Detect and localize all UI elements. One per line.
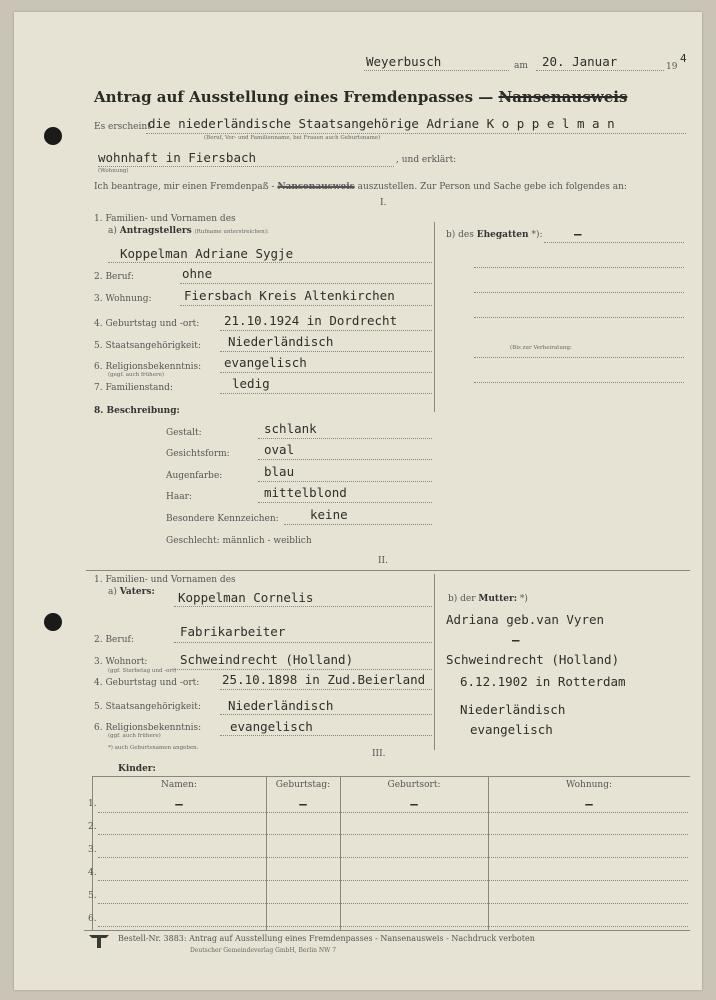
declaration-struck: Nansenausweis (277, 182, 355, 192)
s2-item1a-prefix: a) (108, 587, 117, 597)
s1-item1a (108, 226, 269, 236)
geschlecht-label: Geschlecht: männlich - weiblich (166, 536, 312, 546)
kinder-row-line-6 (98, 926, 688, 927)
declaration-line (94, 182, 627, 192)
kinder-header-namen: Namen: (161, 780, 197, 790)
s1-geburt-label: 4. Geburtstag und -ort: (94, 319, 200, 329)
kinder-row-5: 5. (88, 891, 97, 901)
father-religion-line (220, 735, 432, 736)
spouse-line-6 (474, 382, 684, 383)
father-wohnort-line (174, 669, 432, 670)
spouse-value: — (574, 226, 582, 241)
s1-item1-label: 1. Familien- und Vornamen des (94, 214, 236, 224)
mother-staat-value: Niederländisch (460, 702, 566, 717)
wohnhaft-line (98, 166, 394, 167)
footer-publisher: Deutscher Gemeindeverlag GmbH, Berlin NW 7 (190, 947, 337, 954)
s1-wohnung-value: Fiersbach Kreis Altenkirchen (184, 288, 395, 303)
section-ii-numeral: II. (378, 556, 388, 566)
s1-religion-line (220, 372, 432, 373)
s1-geburt-value: 21.10.1924 in Dordrecht (224, 313, 398, 328)
am-label: am (514, 61, 528, 71)
declaration-start: Ich beantrage, mir einen Fremdenpaß - (94, 182, 275, 192)
augen-value: blau (264, 464, 295, 479)
kinder-row-line-2 (98, 834, 688, 835)
spouse-line (544, 242, 684, 243)
s2-top-rule (86, 570, 690, 571)
father-beruf-value: Fabrikarbeiter (180, 624, 286, 639)
father-name-value: Koppelman Cornelis (178, 590, 314, 605)
applicant-name-line (108, 262, 432, 263)
s2-item1a-bold: Vaters: (119, 587, 155, 597)
title-main: Antrag auf Ausstellung eines Fremdenpasses — (94, 88, 494, 106)
s2-item1a (108, 587, 155, 597)
haar-label: Haar: (166, 492, 192, 502)
s1-item1b-prefix: b) des (446, 230, 474, 240)
s2-geburt-label: 4. Geburtstag und -ort: (94, 678, 200, 688)
kinder-table-top (92, 776, 690, 777)
s1-beruf-line (180, 283, 432, 284)
applicant-line (146, 133, 686, 134)
father-religion-value: evangelisch (230, 719, 313, 734)
s1-item1a-bold: Antragstellers (119, 226, 192, 236)
document-page (14, 12, 702, 990)
kinder-dash-geburtsort: — (410, 796, 418, 811)
s2-religion-caption: (ggf. auch frühere) (108, 733, 161, 739)
augen-label: Augenfarbe: (166, 471, 223, 481)
kinder-row-1: 1. (88, 799, 97, 809)
s1-familie-line (220, 393, 432, 394)
year-prefix: 19 (666, 62, 678, 72)
mother-dash: — (512, 632, 520, 647)
year-suffix: 4 (680, 52, 687, 65)
s2-staat-label: 5. Staatsangehörigkeit: (94, 702, 201, 712)
s2-beruf-label: 2. Beruf: (94, 635, 134, 645)
s1-geburt-line (220, 330, 432, 331)
spouse-line-2 (474, 267, 684, 268)
wohnung-caption: (Wohnung) (98, 168, 129, 174)
mother-religion-value: evangelisch (470, 722, 553, 737)
s2-item1b-bold: Mutter: (478, 594, 518, 604)
s2-item1-label: 1. Familien- und Vornamen des (94, 575, 236, 585)
s1-item1b-bold: Ehegatten (476, 230, 529, 240)
publisher-logo-icon (88, 932, 110, 950)
haar-line (258, 502, 432, 503)
s1-divider (434, 222, 435, 412)
date-value: 20. Januar (542, 54, 618, 69)
s1-item1a-caption: (Rufname unterstreichen): (194, 229, 269, 235)
s1-religion-label: 6. Religionsbekenntnis: (94, 362, 202, 372)
kinder-row-line-3 (98, 857, 688, 858)
kinder-row-line-5 (98, 903, 688, 904)
kinder-label: Kinder: (118, 764, 156, 774)
kennzeichen-label: Besondere Kennzeichen: (166, 514, 279, 524)
s1-religion-value: evangelisch (224, 355, 307, 370)
s2-item1b-suffix: *) (519, 594, 528, 604)
s2-wohnort-caption: (ggf. Sterbetag und -ort) (108, 668, 177, 674)
gestalt-label: Gestalt: (166, 428, 202, 438)
s1-item1a-prefix: a) (108, 226, 117, 236)
kinder-header-geburtstag: Geburtstag: (275, 780, 331, 790)
s1-beschreibung-label: 8. Beschreibung: (94, 406, 180, 416)
und-erklaert: , und erklärt: (396, 155, 457, 165)
footer-order-line: Bestell-Nr. 3883: Antrag auf Ausstellung eines Fremdenpasses - Nansenausweis - Nachdruck verboten (118, 934, 535, 943)
s1-staat-line (220, 351, 432, 352)
s1-staat-label: 5. Staatsangehörigkeit: (94, 341, 201, 351)
place-value: Weyerbusch (366, 54, 442, 69)
s1-item1b (446, 230, 542, 240)
section-i-numeral: I. (380, 198, 387, 208)
gesicht-line (258, 459, 432, 460)
kinder-header-wohnung: Wohnung: (565, 780, 613, 790)
wohnhaft-value: wohnhaft in Fiersbach (98, 150, 257, 165)
gestalt-value: schlank (264, 421, 317, 436)
kinder-header-geburtsort: Geburtsort: (387, 780, 441, 790)
spouse-line-4 (474, 317, 684, 318)
kinder-dash-wohnung: — (585, 796, 593, 811)
footer-rule (84, 930, 690, 931)
section-iii-numeral: III. (372, 749, 386, 759)
punch-hole-bottom (44, 613, 62, 631)
kinder-row-2: 2. (88, 822, 97, 832)
applicant-statement: die niederländische Staatsangehörige Adriane K o p p e l m a n (148, 116, 615, 131)
punch-hole-top (44, 127, 62, 145)
bis-zur-caption: (Bis zur Verheiratung: (510, 345, 572, 351)
spouse-line-3 (474, 292, 684, 293)
mother-geburt-value: 6.12.1902 in Rotterdam (460, 674, 626, 689)
father-beruf-line (174, 642, 432, 643)
publisher-logo (88, 932, 110, 954)
kinder-row-3: 3. (88, 845, 97, 855)
father-geburt-line (220, 689, 432, 690)
s1-beruf-value: ohne (182, 266, 213, 281)
spouse-line-5 (474, 357, 684, 358)
applicant-caption: (Beruf, Vor- und Familienname, bei Frauen auch Geburtsname) (204, 135, 381, 141)
kennzeichen-line (284, 524, 432, 525)
father-staat-value: Niederländisch (228, 698, 334, 713)
s2-divider (434, 574, 435, 750)
s1-religion-caption: (gegf. auch frühere) (108, 372, 165, 378)
kinder-row-line-1 (98, 812, 688, 813)
applicant-name-value: Koppelman Adriane Sygje (120, 246, 294, 261)
form-title (94, 88, 627, 106)
mother-wohnort-value: Schweindrecht (Holland) (446, 652, 620, 667)
s1-beruf-label: 2. Beruf: (94, 272, 134, 282)
s1-staat-value: Niederländisch (228, 334, 334, 349)
s2-footnote: *) auch Geburtsnamen angeben. (108, 745, 199, 751)
father-geburt-value: 25.10.1898 in Zud.Beierland (222, 672, 426, 687)
s1-familie-label: 7. Familienstand: (94, 383, 173, 393)
kennzeichen-value: keine (310, 507, 348, 522)
kinder-dash-geburtstag: — (299, 796, 307, 811)
declaration-end: auszustellen. Zur Person und Sache gebe ich folgendes an: (357, 182, 627, 192)
haar-value: mittelblond (264, 485, 347, 500)
es-erscheint-label: Es erscheint (94, 122, 151, 132)
place-line (364, 70, 509, 71)
s1-wohnung-line (180, 305, 432, 306)
s2-item1b (448, 594, 528, 604)
mother-name-value: Adriana geb.van Vyren (446, 612, 605, 627)
augen-line (258, 481, 432, 482)
father-wohnort-value: Schweindrecht (Holland) (180, 652, 354, 667)
gesicht-value: oval (264, 442, 295, 457)
s2-religion-label: 6. Religionsbekenntnis: (94, 723, 202, 733)
gesicht-label: Gesichtsform: (166, 449, 230, 459)
title-struck: Nansenausweis (498, 88, 628, 106)
s2-wohnort-label: 3. Wohnort: (94, 657, 148, 667)
s1-familie-value: ledig (232, 376, 270, 391)
date-line (536, 70, 664, 71)
kinder-row-6: 6. (88, 914, 97, 924)
gestalt-line (258, 438, 432, 439)
kinder-row-4: 4. (88, 868, 97, 878)
s2-item1b-prefix: b) der (448, 594, 476, 604)
s1-wohnung-label: 3. Wohnung: (94, 294, 152, 304)
s1-item1b-suffix: *): (531, 230, 543, 240)
kinder-row-line-4 (98, 880, 688, 881)
father-staat-line (220, 714, 432, 715)
kinder-dash-namen: — (175, 796, 183, 811)
father-name-line (174, 606, 432, 607)
